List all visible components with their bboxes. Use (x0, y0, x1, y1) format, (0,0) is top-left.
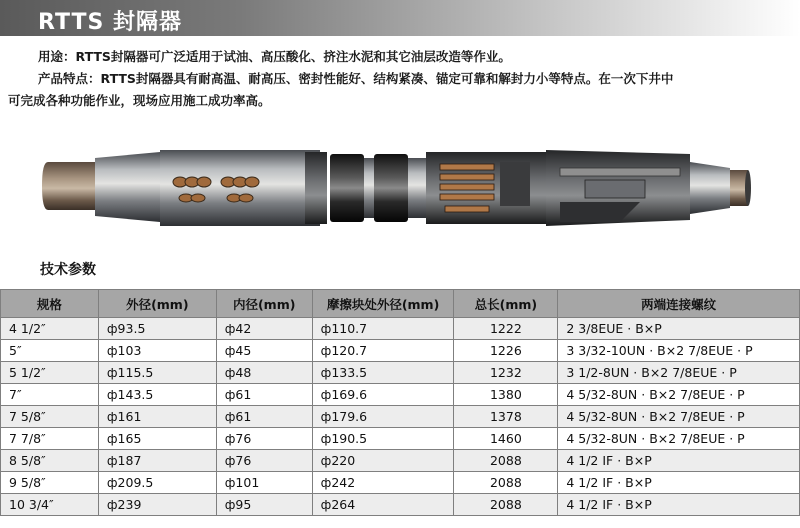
cell-od: ф115.5 (98, 362, 216, 384)
cell-friction-od: ф169.6 (312, 384, 454, 406)
cell-od: ф143.5 (98, 384, 216, 406)
cell-length: 1380 (454, 384, 558, 406)
usage-label: 用途： (38, 49, 76, 64)
cell-friction-od: ф133.5 (312, 362, 454, 384)
rubber-element-2 (374, 154, 408, 222)
features-paragraph (8, 68, 794, 90)
description (8, 46, 794, 112)
drag-spring (560, 168, 680, 176)
cell-size: 7″ (1, 384, 99, 406)
tech-params-title: 技术参数 (40, 262, 96, 278)
spec-table (0, 289, 800, 516)
cell-size: 5″ (1, 340, 99, 362)
cell-length: 1460 (454, 428, 558, 450)
cell-thread: 4 5/32-8UN · B×2 7/8EUE · P (558, 428, 800, 450)
cell-size: 7 5/8″ (1, 406, 99, 428)
cell-thread: 2 3/8EUE · B×P (558, 318, 800, 340)
usage-paragraph (8, 46, 794, 68)
drag-block (585, 180, 645, 198)
cell-od: ф161 (98, 406, 216, 428)
cell-length: 2088 (454, 472, 558, 494)
table-row (1, 450, 800, 472)
cell-thread: 3 1/2-8UN · B×2 7/8EUE · P (558, 362, 800, 384)
cell-length: 1232 (454, 362, 558, 384)
header-od: 外径(mm) (98, 290, 216, 318)
cell-od: ф93.5 (98, 318, 216, 340)
cell-length: 1222 (454, 318, 558, 340)
features-line2: 可完成各种功能作业，现场应用施工成功率高。 (8, 93, 271, 108)
table-row (1, 340, 800, 362)
features-line1: RTTS封隔器具有耐高温、耐高压、密封性能好、结构紧凑、锚定可靠和解封力小等特点。在一次下井中 (100, 71, 674, 86)
cell-length: 2088 (454, 494, 558, 516)
cell-id: ф45 (216, 340, 312, 362)
cell-thread: 3 3/32-10UN · B×2 7/8EUE · P (558, 340, 800, 362)
cell-length: 1378 (454, 406, 558, 428)
cell-friction-od: ф120.7 (312, 340, 454, 362)
header-friction-od: 摩擦块处外径(mm) (312, 290, 454, 318)
cell-id: ф61 (216, 384, 312, 406)
features-label: 产品特点： (38, 71, 101, 86)
cell-id: ф76 (216, 428, 312, 450)
cell-od: ф209.5 (98, 472, 216, 494)
header-size: 规格 (1, 290, 99, 318)
cell-od: ф165 (98, 428, 216, 450)
rtts-packer-photo (0, 130, 800, 245)
cell-id: ф95 (216, 494, 312, 516)
table-row (1, 406, 800, 428)
cell-length: 1226 (454, 340, 558, 362)
table-row (1, 472, 800, 494)
left-end-section (42, 162, 95, 210)
table-row (1, 384, 800, 406)
cell-thread: 4 1/2 IF · B×P (558, 494, 800, 516)
table-row (1, 318, 800, 340)
page-title: RTTS 封隔器 (38, 10, 182, 35)
main-body (160, 150, 320, 226)
cell-thread: 4 5/32-8UN · B×2 7/8EUE · P (558, 384, 800, 406)
cell-od: ф239 (98, 494, 216, 516)
features-line2-paragraph (8, 90, 794, 112)
mandrel-window (500, 162, 530, 206)
right-end-face (745, 170, 751, 206)
cell-friction-od: ф220 (312, 450, 454, 472)
cell-size: 5 1/2″ (1, 362, 99, 384)
cell-size: 10 3/4″ (1, 494, 99, 516)
cell-od: ф103 (98, 340, 216, 362)
cell-size: 7 7/8″ (1, 428, 99, 450)
rubber-element-1 (330, 154, 364, 222)
collar (305, 152, 327, 224)
cell-id: ф101 (216, 472, 312, 494)
spacer-1 (364, 158, 374, 218)
cell-friction-od: ф190.5 (312, 428, 454, 450)
cell-id: ф48 (216, 362, 312, 384)
left-taper (95, 152, 160, 222)
cell-id: ф76 (216, 450, 312, 472)
cell-length: 2088 (454, 450, 558, 472)
cell-thread: 4 1/2 IF · B×P (558, 450, 800, 472)
cell-od: ф187 (98, 450, 216, 472)
cell-id: ф42 (216, 318, 312, 340)
cell-friction-od: ф179.6 (312, 406, 454, 428)
cell-thread: 4 5/32-8UN · B×2 7/8EUE · P (558, 406, 800, 428)
cell-size: 8 5/8″ (1, 450, 99, 472)
cell-friction-od: ф110.7 (312, 318, 454, 340)
cell-friction-od: ф242 (312, 472, 454, 494)
title-bar (0, 0, 800, 36)
cell-size: 9 5/8″ (1, 472, 99, 494)
table-row (1, 428, 800, 450)
table-row (1, 494, 800, 516)
right-taper (690, 162, 730, 214)
header-length: 总长(mm) (454, 290, 558, 318)
table-row (1, 362, 800, 384)
cell-id: ф61 (216, 406, 312, 428)
table-header-row (1, 290, 800, 318)
header-id: 内径(mm) (216, 290, 312, 318)
cell-friction-od: ф264 (312, 494, 454, 516)
spacer-2 (408, 158, 426, 218)
cell-size: 4 1/2″ (1, 318, 99, 340)
usage-text: RTTS封隔器可广泛适用于试油、高压酸化、挤注水泥和其它油层改造等作业。 (75, 49, 511, 64)
cell-thread: 4 1/2 IF · B×P (558, 472, 800, 494)
header-thread: 两端连接螺纹 (558, 290, 800, 318)
